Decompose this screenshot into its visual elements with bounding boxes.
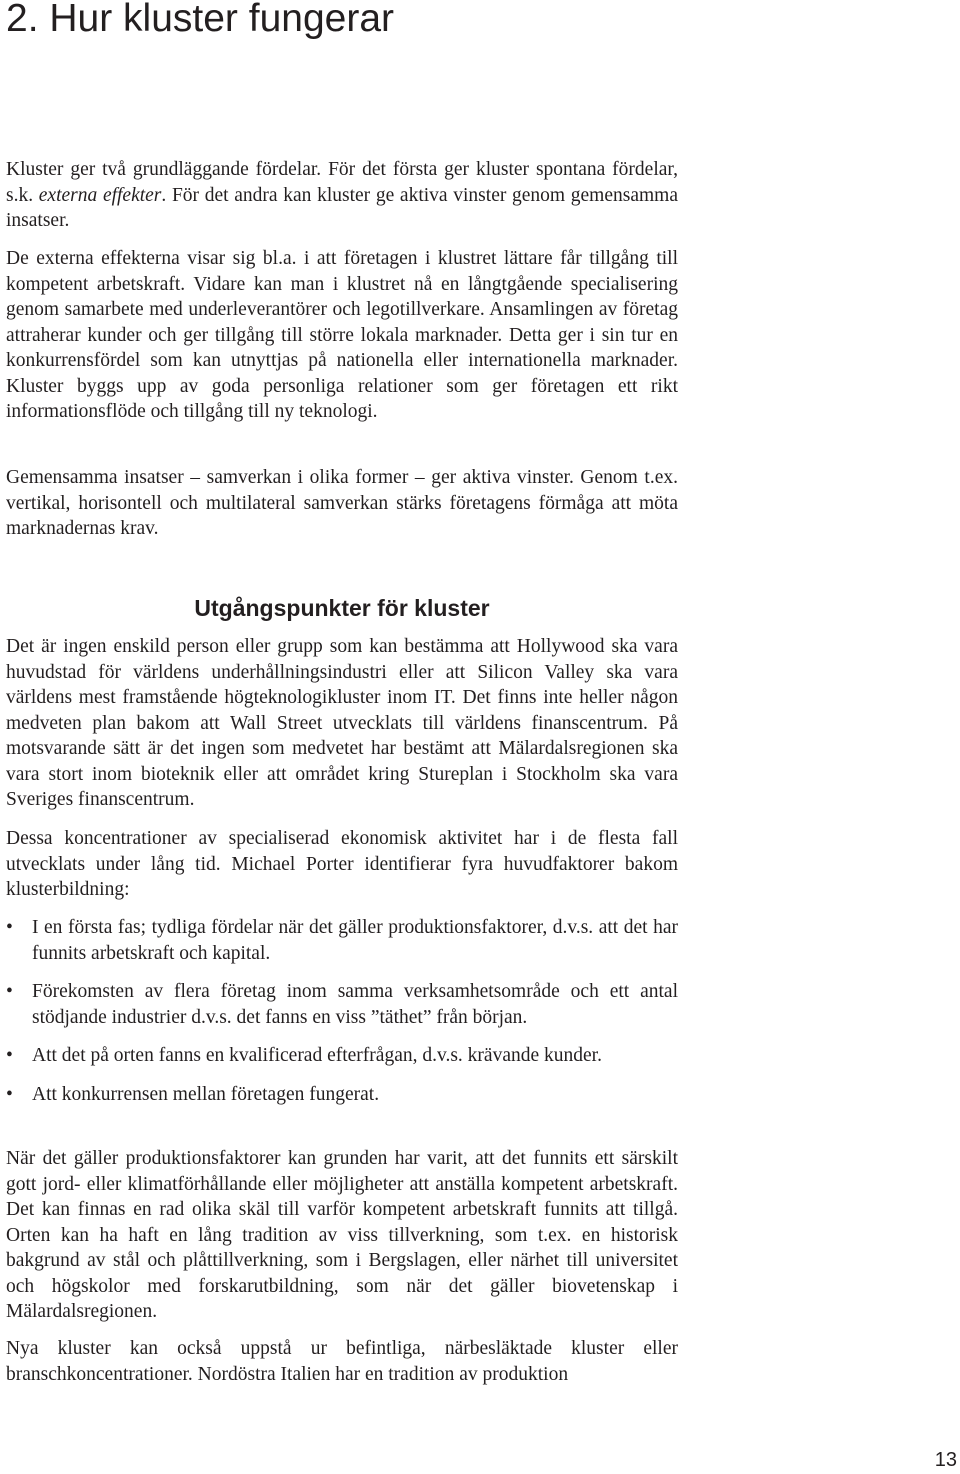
intro-paragraph: [6, 157, 678, 234]
intro-text-part1: Kluster ger två grundläggande fördelar. För det första ger kluster spontana fördelar, s.k.: [6, 159, 678, 206]
bullet-icon: •: [6, 1083, 13, 1105]
porter-factors-list: [6, 915, 678, 1120]
bullet-icon: •: [6, 981, 13, 1002]
list-item: [6, 915, 678, 966]
list-item-text: Att konkurrensen mellan företagen fungerat.: [32, 1083, 380, 1105]
paragraph-production-factors: När det gäller produktionsfaktorer kan grunden har varit, att det funnits ett särskilt gott jord- eller klimatförhållande eller möjligheter att anställa kompetent arbetskraft. Det kan finnas en rad olika skäl till varför kompetent arbetskraft funnits att tillgå. Orten kan ha haft en lång tradition av viss tillverkning, som t.ex. en historisk bakgrund av stål och plåttillverkning, som i Bergslagen, eller närhet till universitet och högskolor med forskarutbildning, som när det gäller biovetenskap i Mälardalsregionen.: [6, 1148, 678, 1322]
list-item: [6, 1082, 678, 1108]
section-heading: Utgångspunkter för kluster: [194, 595, 490, 621]
list-item-text: Att det på orten fanns en kvalificerad efterfrågan, d.v.s. krävande kunder.: [32, 1045, 602, 1066]
paragraph-hollywood: Det är ingen enskild person eller grupp som kan bestämma att Hollywood ska vara huvudstad för världens underhållningsindustri eller att Silicon Valley ska vara världens mest framstående högteknologikluster inom IT. Det finns inte heller någon medveten plan bakom att Wall Street utvecklats till världens finanscentrum. På motsvarande sätt är det ingen som medvetet har bestämt att Mälardalsregionen ska vara stort inom bioteknik eller att området kring Stureplan i Stockholm ska vara Sveriges finanscentrum.: [6, 636, 678, 810]
intro-italic-term: externa effekter: [38, 184, 162, 206]
paragraph-joint-efforts: Gemensamma insatser – samverkan i olika former – ger aktiva vinster. Genom t.ex. vertikal, horisontell och multilateral samverkan stärks företagens förmåga att möta marknadernas krav.: [6, 467, 678, 539]
paragraph-new-clusters: Nya kluster kan också uppstå ur befintliga, närbesläktade kluster eller branschkoncentrationer. Nordöstra Italien har en tradition av produktion: [6, 1338, 678, 1385]
bullet-icon: •: [6, 1045, 13, 1066]
list-item: [6, 979, 678, 1030]
page-number: 13: [934, 1449, 957, 1471]
chapter-title: 2. Hur kluster fungerar: [6, 0, 395, 40]
list-item-text: Förekomsten av flera företag inom samma verksamhetsområde och ett antal stödjande industrier d.v.s. det fanns en viss ”täthet” från början.: [32, 981, 678, 1028]
paragraph-porter: Dessa koncentrationer av specialiserad ekonomisk aktivitet har i de flesta fall utvecklats under lång tid. Michael Porter identifierar fyra huvudfaktorer bakom klusterbildning:: [6, 828, 678, 900]
list-item-text: I en första fas; tydliga fördelar när det gäller produktionsfaktorer, d.v.s. att det har funnits arbetskraft och kapital.: [32, 917, 678, 964]
list-item: [6, 1043, 678, 1069]
paragraph-external-effects: De externa effekterna visar sig bl.a. i att företagen i klustret lättare får tillgång till kompetent arbetskraft. Vidare kan man i klustret nå en långtgående specialisering genom samarbete med underleverantörer och legotillverkare. Ansamlingen av företag attraherar kunder och ger tillgång till större lokala marknader. Detta ger i sin tur en konkurrensfördel som kan utnyttjas på nationella eller internationella marknader. Kluster byggs upp av goda personliga relationer som ger företagen ett rikt informationsflöde och tillgång till ny teknologi.: [6, 248, 678, 422]
intro-text-part2: . För det andra kan kluster ge aktiva vinster genom gemensamma insatser.: [6, 184, 678, 231]
bullet-icon: •: [6, 917, 13, 938]
